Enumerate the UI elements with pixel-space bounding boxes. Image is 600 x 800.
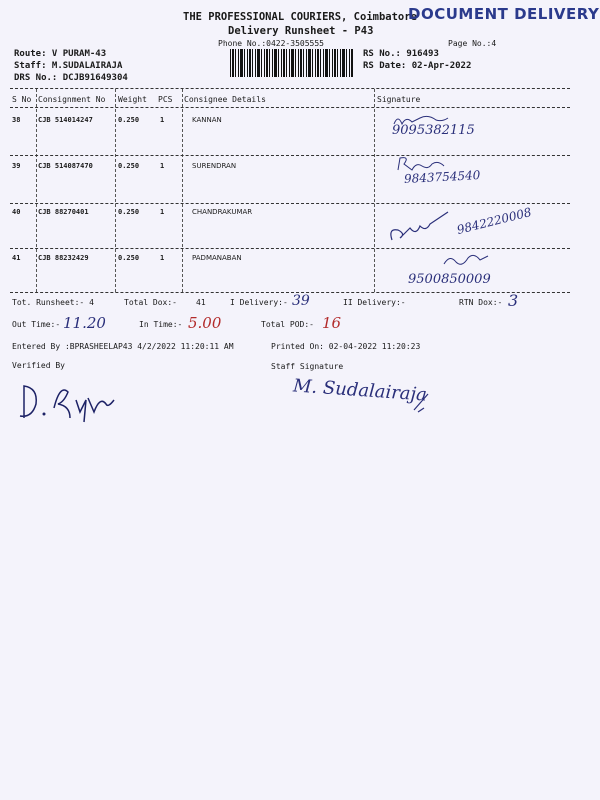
row-rule: [10, 203, 570, 204]
signature-mark: [440, 250, 500, 270]
row-sno: 41: [12, 254, 21, 262]
row-weight: 0.250: [118, 162, 140, 170]
table-top-rule: [10, 88, 570, 89]
row-pcs: 1: [160, 208, 165, 216]
rs-number: RS No.: 916493: [363, 49, 439, 59]
i-delivery-label: I Delivery:-: [230, 298, 288, 307]
col-divider: [36, 89, 37, 292]
rs-date: RS Date: 02-Apr-2022: [363, 61, 472, 71]
row-consignment: CJB 514014247: [38, 116, 93, 124]
row-weight: 0.250: [118, 254, 140, 262]
signature-phone: 9842220008: [455, 204, 533, 238]
signature-mark: [386, 206, 466, 246]
row-consignee: PADMANABAN: [192, 254, 242, 262]
row-consignee: KANNAN: [192, 116, 222, 124]
row-pcs: 1: [160, 254, 165, 262]
row-sno: 40: [12, 208, 21, 216]
table-bottom-rule: [10, 292, 570, 293]
col-header-consignee: Consignee Details: [184, 95, 266, 104]
out-time-value: 11.20: [63, 314, 106, 332]
total-runsheet: Tot. Runsheet:- 4: [12, 298, 94, 307]
table-header-rule: [10, 107, 570, 108]
phone-number: Phone No.:0422-3505555: [218, 39, 324, 48]
ii-delivery-label: II Delivery:-: [343, 298, 406, 307]
staff-signature: M. Sudalairaja: [292, 375, 428, 406]
row-pcs: 1: [160, 116, 165, 124]
total-pod-value: 16: [322, 314, 342, 332]
total-pod-label: Total POD:-: [261, 320, 314, 329]
col-header-consignment: Consignment No: [38, 95, 106, 104]
col-divider: [374, 89, 375, 292]
row-consignee: SURENDRAN: [192, 162, 237, 170]
drs-number: DRS No.: DCJB91649304: [14, 73, 128, 83]
row-weight: 0.250: [118, 116, 140, 124]
company-name: THE PROFESSIONAL COURIERS, Coimbatore: [183, 11, 417, 23]
out-time-label: Out Time:-: [12, 320, 61, 329]
row-rule: [10, 155, 570, 156]
verified-by-label: Verified By: [12, 361, 65, 370]
signature-phone: 9500850009: [408, 272, 491, 287]
rtn-dox-label: RTN Dox:-: [459, 298, 503, 307]
row-pcs: 1: [160, 162, 165, 170]
total-dox-value: 41: [196, 298, 206, 307]
signature-phone: 9843754540: [403, 168, 481, 186]
col-header-sno: S No: [12, 95, 32, 104]
staff-signature-label: Staff Signature: [271, 362, 344, 371]
row-sno: 38: [12, 116, 21, 124]
col-divider: [182, 89, 183, 292]
in-time-label: In Time:-: [139, 320, 183, 329]
verified-by-signature: [14, 378, 124, 428]
row-consignment: CJB 88232429: [38, 254, 89, 262]
entered-by: Entered By :BPRASHEELAP43 4/2/2022 11:20:11 AM: [12, 342, 234, 351]
runsheet-title: Delivery Runsheet - P43: [228, 25, 374, 37]
in-time-value: 5.00: [188, 314, 222, 332]
col-header-signature: Signature: [377, 95, 421, 104]
col-header-pcs: PCS: [158, 95, 173, 104]
page-number: Page No.:4: [448, 39, 497, 48]
rtn-dox-value: 3: [508, 291, 519, 310]
staff-name: Staff: M.SUDALAIRAJA: [14, 61, 123, 71]
signature-phone: 9095382115: [392, 123, 475, 138]
i-delivery-value: 39: [292, 293, 310, 309]
document-delivery-stamp: DOCUMENT DELIVERY: [408, 5, 600, 23]
total-dox-label: Total Dox:-: [124, 298, 177, 307]
printed-on: Printed On: 02-04-2022 11:20:23: [271, 342, 421, 351]
route: Route: V PURAM-43: [14, 49, 107, 59]
row-weight: 0.250: [118, 208, 140, 216]
col-divider: [115, 89, 116, 292]
row-consignment: CJB 88270401: [38, 208, 89, 216]
staff-signature-flourish: [412, 390, 432, 414]
col-header-weight: Weight: [118, 95, 147, 104]
row-rule: [10, 248, 570, 249]
row-sno: 39: [12, 162, 21, 170]
row-consignment: CJB 514087470: [38, 162, 93, 170]
row-consignee: CHANDRAKUMAR: [192, 208, 253, 216]
barcode: [230, 49, 354, 77]
